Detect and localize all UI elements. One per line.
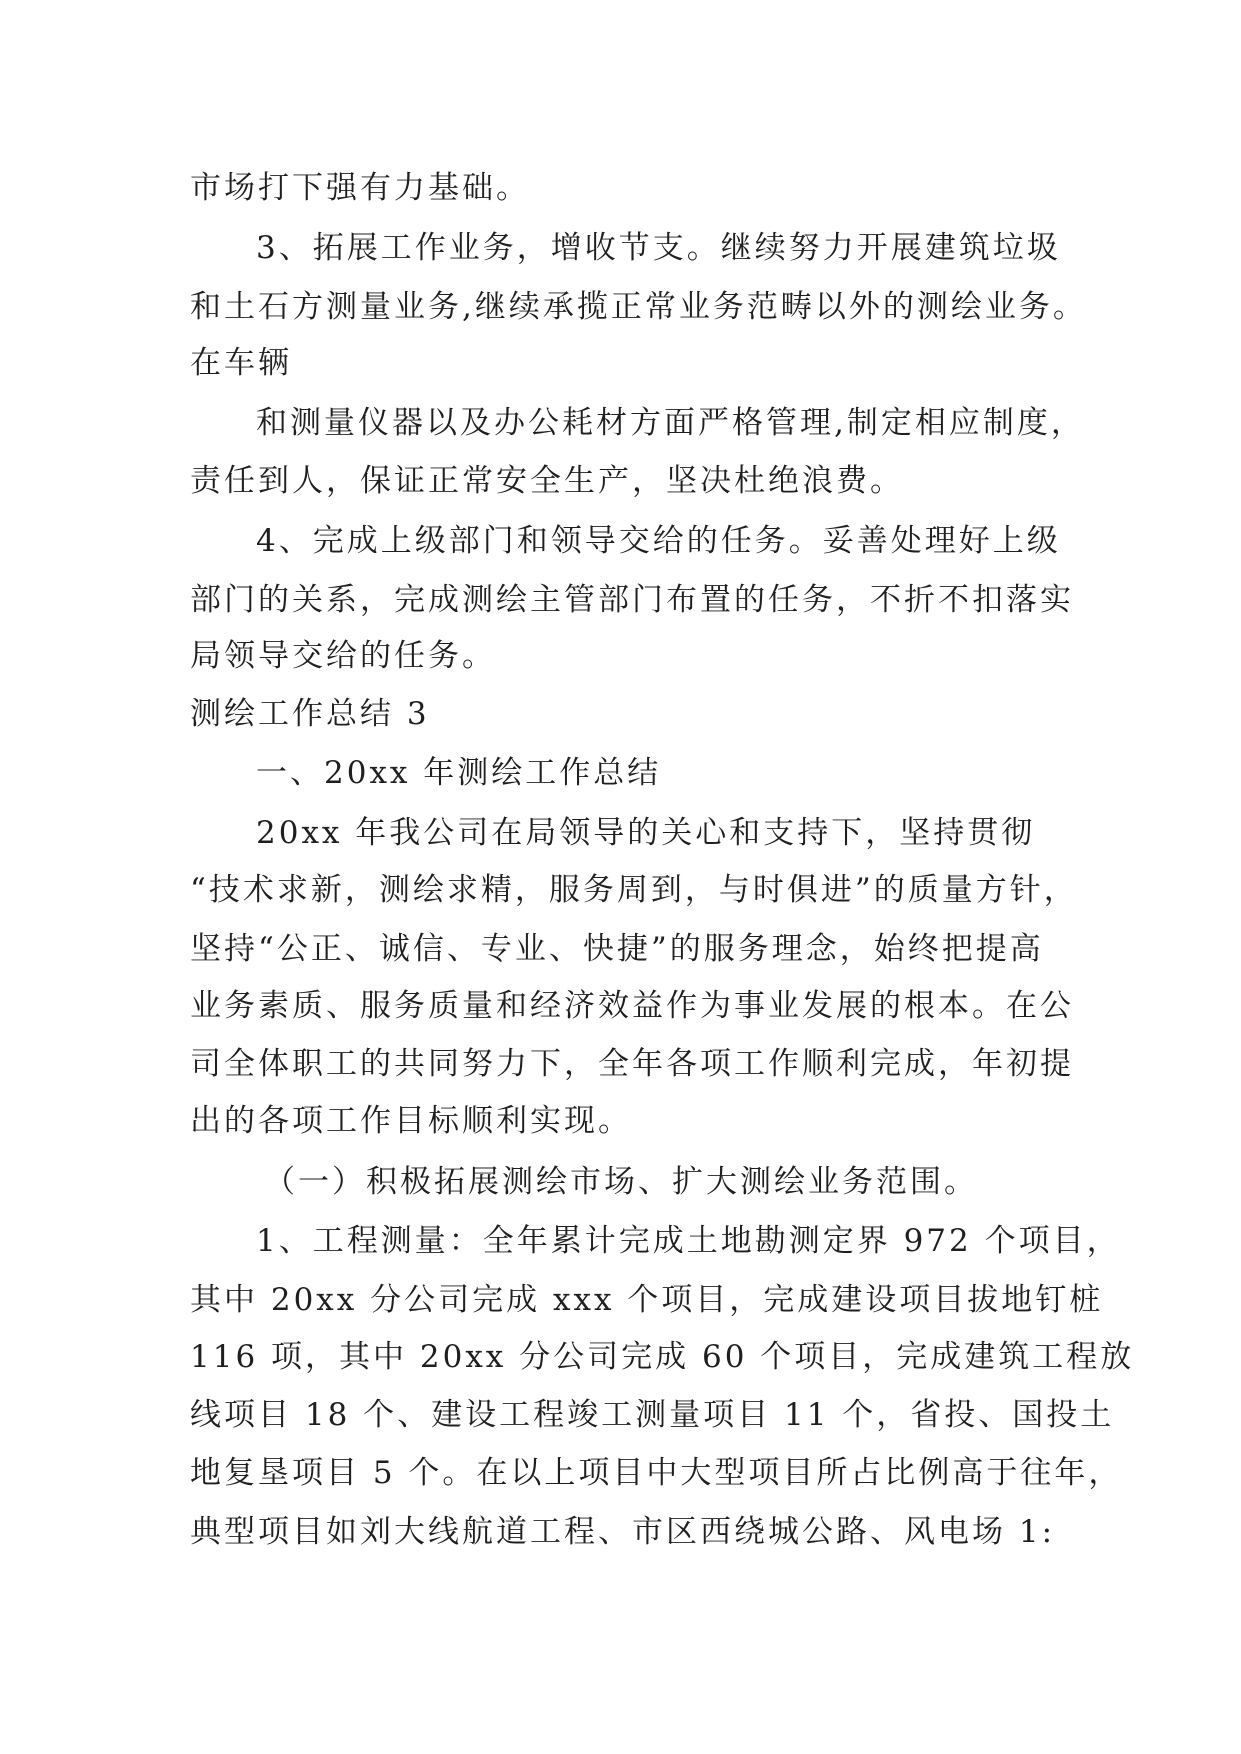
text-line: 线项目 18 个、建设工程竣工测量项目 11 个，省投、国投土	[190, 1397, 1115, 1433]
text-line: 局领导交给的任务。	[190, 638, 496, 674]
text-line: 在车辆	[190, 345, 292, 381]
subsection-heading: 一、20xx 年测绘工作总结	[256, 755, 662, 791]
text-line: 业务素质、服务质量和经济效益作为事业发展的根本。在公	[190, 988, 1074, 1024]
text-line: 部门的关系，完成测绘主管部门布置的任务，不折不扣落实	[190, 582, 1074, 618]
text-line: 20xx 年我公司在局领导的关心和支持下，坚持贯彻	[256, 815, 1036, 851]
text-line: 出的各项工作目标顺利实现。	[190, 1103, 632, 1139]
text-line: 1、工程测量：全年累计完成土地勘测定界 972 个项目，	[256, 1223, 1121, 1259]
text-line: 4、完成上级部门和领导交给的任务。妥善处理好上级	[256, 523, 1061, 559]
text-line: 坚持“公正、诚信、专业、快捷”的服务理念，始终把提高	[190, 931, 1044, 967]
text-line: 典型项目如刘大线航道工程、市区西绕城公路、风电场 1:	[190, 1514, 1056, 1550]
text-line: 116 项，其中 20xx 分公司完成 60 个项目，完成建筑工程放	[190, 1339, 1135, 1375]
text-line: 3、拓展工作业务，增收节支。继续努力开展建筑垃圾	[256, 230, 1061, 266]
text-line: 其中 20xx 分公司完成 xxx 个项目，完成建设项目拔地钉桩	[190, 1282, 1104, 1318]
text-line: 司全体职工的共同努力下，全年各项工作顺利完成，年初提	[190, 1046, 1074, 1082]
text-line: 和测量仪器以及办公耗材方面严格管理,制定相应制度，	[256, 405, 1085, 441]
section-heading: 测绘工作总结 3	[190, 696, 430, 732]
text-line: 地复垦项目 5 个。在以上项目中大型项目所占比例高于往年，	[190, 1455, 1123, 1491]
text-line: “技术求新，测绘求精，服务周到，与时俱进”的质量方针，	[190, 872, 1078, 908]
subsection-heading: （一）积极拓展测绘市场、扩大测绘业务范围。	[264, 1164, 978, 1200]
text-line: 市场打下强有力基础。	[190, 170, 530, 206]
text-line: 和土石方测量业务,继续承揽正常业务范畴以外的测绘业务。	[190, 289, 1087, 325]
text-line: 责任到人，保证正常安全生产，坚决杜绝浪费。	[190, 463, 904, 499]
